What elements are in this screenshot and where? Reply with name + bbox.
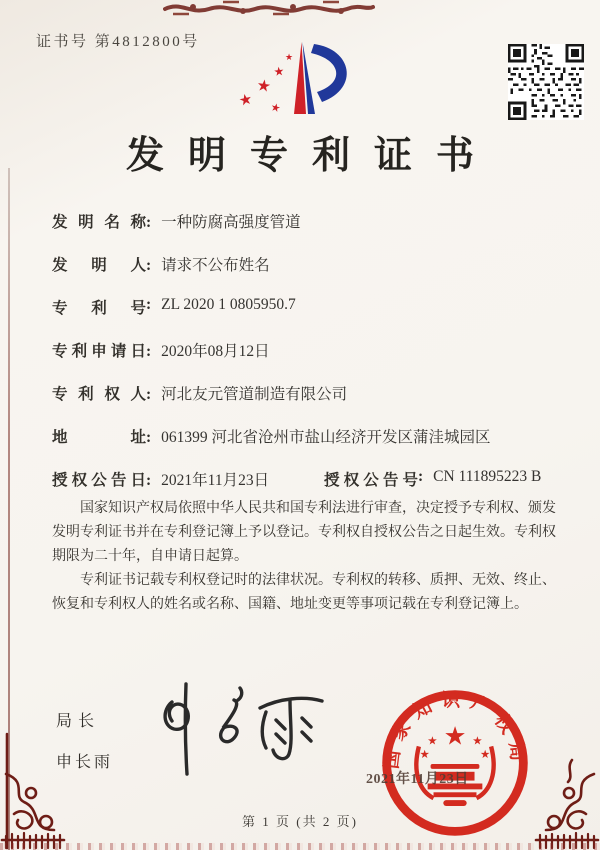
director-name: 申长雨 bbox=[56, 754, 114, 771]
field-patent-number bbox=[52, 296, 572, 339]
svg-text:★: ★ bbox=[480, 748, 491, 762]
field-grant-number bbox=[324, 468, 541, 490]
field-label: 授权公告号 bbox=[324, 472, 418, 489]
bottom-right-corner-ornament bbox=[532, 732, 600, 850]
colon: : bbox=[146, 429, 152, 446]
colon: : bbox=[146, 296, 152, 313]
national-emblem-icon bbox=[416, 722, 493, 806]
svg-text:★: ★ bbox=[237, 91, 254, 110]
svg-text:★: ★ bbox=[255, 77, 273, 96]
bottom-fringe-ornament bbox=[0, 843, 600, 850]
seal-date: 2021年11月23日 bbox=[366, 772, 469, 787]
svg-text:★: ★ bbox=[472, 734, 483, 748]
colon: : bbox=[146, 257, 152, 274]
field-label: 地址 bbox=[52, 429, 146, 446]
colon: : bbox=[146, 386, 152, 403]
field-value: 一种防腐高强度管道 bbox=[161, 214, 301, 231]
legal-paragraph-1: 国家知识产权局依照中华人民共和国专利法进行审查，决定授予专利权、颁发发明专利证书并在专利登记簿上予以登记。专利权自授权公告之日起生效。专利权期限为二十年，自申请日起算。 bbox=[52, 501, 556, 565]
bottom-left-corner-ornament bbox=[0, 732, 68, 850]
svg-text:★: ★ bbox=[419, 748, 430, 762]
field-value: 061399 河北省沧州市盐山经济开发区蒲洼城园区 bbox=[161, 429, 491, 446]
field-list bbox=[52, 210, 572, 511]
director-title: 局长 bbox=[56, 713, 101, 730]
field-value: 河北友元管道制造有限公司 bbox=[161, 386, 348, 403]
field-filing-date bbox=[52, 339, 572, 382]
director-signature bbox=[142, 676, 354, 784]
legal-text bbox=[52, 497, 564, 617]
field-patentee bbox=[52, 382, 572, 425]
colon: : bbox=[146, 214, 152, 231]
certificate-title: 发明专利证书 bbox=[125, 135, 498, 177]
field-label: 专利申请日 bbox=[52, 343, 146, 360]
field-value: 2020年08月12日 bbox=[161, 343, 270, 360]
field-value: 2021年11月23日 bbox=[161, 472, 270, 489]
svg-text:★: ★ bbox=[269, 101, 282, 116]
field-label: 发明名称 bbox=[52, 214, 146, 231]
page-footer: 第 1 页 (共 2 页) bbox=[242, 814, 358, 829]
field-label: 专利权人 bbox=[52, 386, 146, 403]
field-label: 发明人 bbox=[52, 257, 146, 274]
field-label: 授权公告日 bbox=[52, 472, 146, 489]
certificate-number: 证书号 第4812800号 bbox=[36, 34, 200, 50]
field-inventor bbox=[52, 253, 572, 296]
svg-text:★: ★ bbox=[427, 734, 438, 748]
field-address bbox=[52, 425, 572, 468]
field-value: 请求不公布姓名 bbox=[161, 257, 270, 274]
field-value: CN 111895223 B bbox=[433, 468, 542, 485]
qr-code bbox=[508, 44, 584, 120]
legal-paragraph-2: 专利证书记载专利权登记时的法律状况。专利权的转移、质押、无效、终止、恢复和专利权人的姓名或名称、国籍、地址变更等事项记载在专利登记簿上。 bbox=[52, 573, 556, 613]
cnipa-logo-icon bbox=[230, 34, 392, 122]
svg-text:★: ★ bbox=[272, 63, 286, 79]
top-border-ornament bbox=[163, 0, 375, 18]
colon: : bbox=[146, 343, 152, 360]
colon: : bbox=[418, 468, 424, 485]
field-value: ZL 2020 1 0805950.7 bbox=[161, 296, 296, 313]
svg-text:★: ★ bbox=[443, 722, 467, 751]
seal-ring-text: 国家知识产权局 bbox=[381, 690, 529, 771]
svg-text:★: ★ bbox=[285, 52, 294, 62]
field-invention-name bbox=[52, 210, 572, 253]
colon: : bbox=[146, 472, 152, 489]
field-label: 专利号 bbox=[52, 300, 146, 317]
